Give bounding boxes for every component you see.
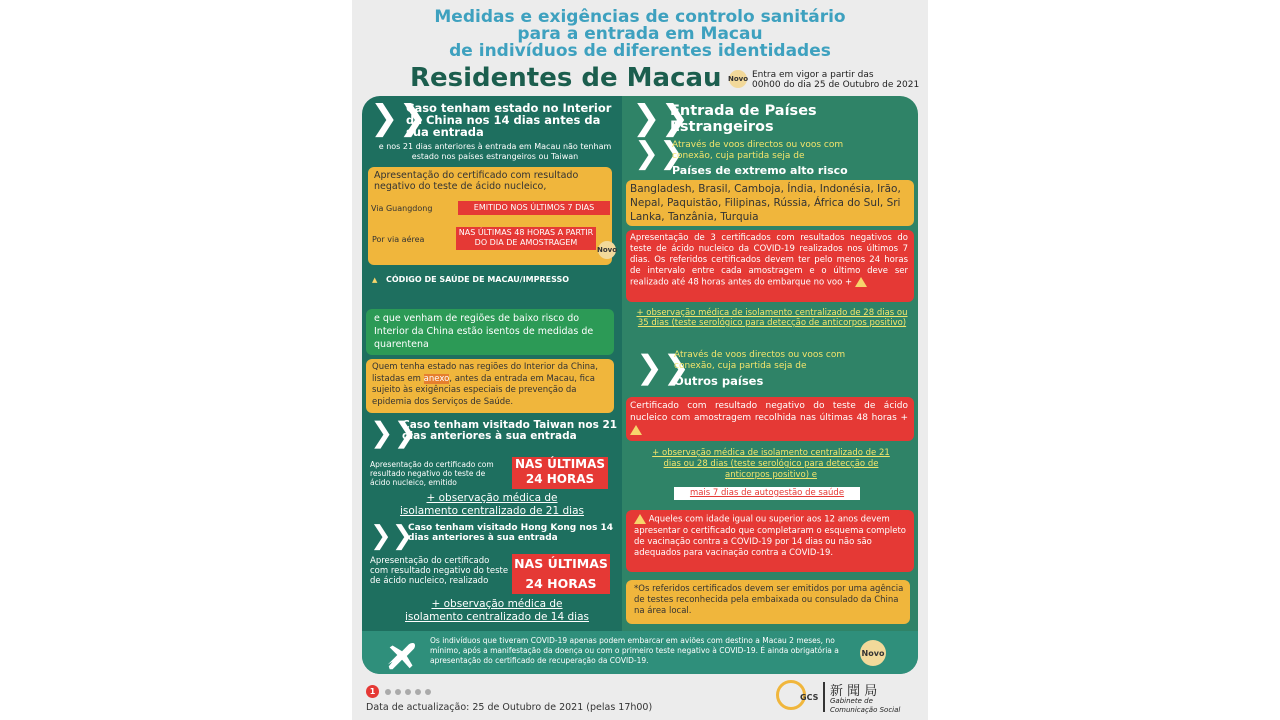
page-indicator-active[interactable]: 1: [366, 685, 379, 698]
section-china-subtitle: e nos 21 dias anteriores à entrada em Macau não tenham estado nos países estrangeiros ou Taiwan: [378, 142, 612, 161]
taiwan-24h-tag-line-1: NAS ÚLTIMAS: [514, 457, 606, 471]
via-guangdong-label: Via Guangdong: [371, 204, 433, 213]
page-indicator-dot[interactable]: [395, 689, 401, 695]
effective-date-line-2: 00h00 do dia 25 de Outubro de 2021: [752, 80, 920, 90]
novo-badge: Novo: [729, 70, 747, 88]
hong-kong-title: Caso tenham visitado Hong Kong nos 14 dias anteriores à sua entrada: [408, 523, 613, 543]
other-countries-observation: + observação médica de isolamento centralizado de 21 dias ou 28 dias (teste serológico para detecção de anticorpos positivo) e: [652, 448, 890, 480]
extreme-risk-countries: Bangladesh, Brasil, Camboja, Índia, Indonésia, Irão, Nepal, Paquistão, Filipinas, Rússia, África do Sul, Sri Lanka, Tanzânia, Turquia: [630, 183, 901, 223]
taiwan-text: Apresentação do certificado com resultado negativo do teste de ácido nucleico, emitido: [370, 460, 494, 487]
taiwan-title: Caso tenham visitado Taiwan nos 21 dias anteriores à sua entrada: [402, 419, 618, 442]
chevron-right-icon: ❯❯: [370, 521, 414, 551]
nas-48-horas-tag: NAS ÚLTIMAS 48 HORAS A PARTIR DO DIA DE AMOSTRAGEM: [456, 227, 596, 250]
page-indicator-dot[interactable]: [385, 689, 391, 695]
extreme-risk-requirements-body: Apresentação de 3 certificados com resultados negativos do teste de ácido nucleico da COVID-19 realizados nos últimos 7 dias. Os referidos certificados devem ter pelo menos 24 horas de intervalo entre cada amostragem e o último deve ser realizado até 48 horas antes do embarque no voo +: [630, 233, 908, 288]
direct-flights-text-1: Através de voos directos ou voos com conexão, cuja partida seja de: [672, 140, 844, 161]
vaccination-requirement-body: Aqueles com idade igual ou superior aos 12 anos devem apresentar o certificado que completaram o esquema completo de vacinação contra a COVID-19 por 14 dias ou não são adequados para vacinação contra a COVID-19.: [634, 514, 906, 558]
hong-kong-24h-tag-line-1: NAS ÚLTIMAS: [514, 556, 608, 571]
taiwan-observation-line-1: + observação médica de: [426, 492, 558, 504]
page-indicator-dot[interactable]: [405, 689, 411, 695]
other-countries-requirements-text: [630, 400, 908, 436]
taiwan-observation-line-2: isolamento centralizado de 21 dias: [400, 505, 584, 517]
recovered-patients-notice: Os indivíduos que tiveram COVID-19 apenas podem embarcar em aviões com destino a Macau 2 meses, no mínimo, após a manifestação da doença ou com o primeiro teste negativo à COVID-19. É ainda obrigatória a apresentação do certificado de recuperação da COVID-19.: [430, 636, 839, 665]
page-indicator-dot[interactable]: [415, 689, 421, 695]
page-indicator-dot[interactable]: [425, 689, 431, 695]
special-regions-text: [372, 362, 608, 408]
chevron-right-icon: ❯❯: [636, 348, 690, 386]
taiwan-24h-tag: [512, 457, 608, 489]
title-line-2: para a entrada em Macau: [517, 24, 763, 44]
certificate-note-text: *Os referidos certificados devem ser emitidos por uma agência de testes reconhecida pela embaixada ou consulado da China na área local.: [634, 584, 904, 616]
airplane-icon: [384, 636, 420, 670]
novo-badge: Novo: [860, 640, 886, 666]
hong-kong-observation-line-2: isolamento centralizado de 14 dias: [405, 611, 589, 623]
hong-kong-24h-tag-line-2: 24 HORAS: [525, 576, 597, 591]
vaccination-requirement-text: [634, 514, 910, 559]
low-risk-exempt-box: [366, 309, 614, 355]
self-management-note: mais 7 dias de autogestão de saúde: [674, 487, 860, 500]
taiwan-24h-tag-line-2: 24 HORAS: [525, 472, 595, 486]
codigo-saude-label: CÓDIGO DE SAÚDE DE MACAU/IMPRESSO: [386, 275, 570, 284]
special-regions-text-pre: Quem tenha estado nas regiões do Interior da China, listadas em: [372, 362, 598, 384]
warning-triangle-icon: [630, 425, 642, 435]
gcs-logo-letters: GCS: [800, 693, 819, 702]
extreme-risk-countries-box: [626, 180, 914, 226]
title-line-3: de indivíduos de diferentes identidades: [449, 41, 831, 61]
hong-kong-text: Apresentação do certificado com resultado negativo do teste de ácido nucleico, realizado: [370, 556, 509, 586]
section-china-title: Caso tenham estado no Interior da China nos 14 dias antes da sua entrada: [406, 101, 612, 139]
chevron-right-icon: ❯❯: [370, 98, 427, 138]
extreme-risk-heading: Países de extremo alto risco: [672, 164, 848, 177]
other-countries-requirements-box: [626, 397, 914, 441]
direct-flights-text-2: Através de voos directos ou voos com conexão, cuja partida seja de: [674, 350, 846, 371]
via-aerea-label: Por via aérea: [372, 235, 425, 244]
extreme-risk-requirements-box: [626, 230, 914, 302]
effective-date-line-1: Entra em vigor a partir das: [752, 70, 874, 80]
triangle-marker-icon: ▲: [372, 276, 378, 284]
extreme-risk-requirements-text: [630, 233, 908, 289]
logo-divider: [823, 682, 825, 712]
residents-heading: Residentes de Macau: [410, 63, 722, 93]
chevron-right-icon: ❯❯: [370, 416, 417, 449]
foreign-entry-title: Entrada de Países Estrangeiros: [670, 103, 817, 135]
novo-badge: Novo: [598, 241, 616, 259]
low-risk-exempt-text: e que venham de regiões de baixo risco do Interior da China estão isentos de medidas de quarentena: [374, 313, 594, 350]
gcs-logo-line-2: Comunicação Social: [830, 706, 901, 714]
warning-triangle-icon: [634, 514, 646, 524]
other-countries-requirements-body: Certificado com resultado negativo do teste de ácido nucleico com amostragem recolhida nas últimas 48 horas +: [630, 401, 908, 423]
certificate-note-box: [626, 580, 910, 624]
gcs-logo-line-1: Gabinete de: [830, 697, 873, 705]
gcs-logo-chinese: 新 聞 局: [830, 684, 878, 699]
hong-kong-observation: [362, 598, 632, 624]
chevron-right-icon: ❯❯: [634, 136, 685, 171]
vaccination-requirement-box: [626, 510, 914, 572]
special-regions-text-post: , antes da entrada em Macau, fica sujeito às exigências especiais de prevenção da epidemia dos Serviços de Saúde.: [372, 373, 595, 407]
emitido-7-dias-tag: EMITIDO NOS ÚLTIMOS 7 DIAS: [458, 201, 610, 215]
china-requirements-text: Apresentação do certificado com resultado negativo do teste de ácido nucleico,: [374, 170, 579, 192]
hong-kong-24h-tag: [512, 554, 610, 594]
update-date: Data de actualização: 25 de Outubro de 2021 (pelas 17h00): [366, 702, 653, 713]
hong-kong-observation-line-1: + observação médica de: [431, 598, 563, 610]
annex-link[interactable]: anexo: [423, 373, 450, 384]
title-line-1: Medidas e exigências de controlo sanitário: [434, 7, 846, 27]
china-requirements-box: [368, 167, 618, 265]
special-regions-box: [366, 359, 614, 413]
extreme-risk-observation: + observação médica de isolamento centralizado de 28 dias ou 35 dias (teste serológico para detecção de anticorpos positivo): [636, 308, 908, 328]
other-countries-heading: Outros países: [674, 374, 764, 388]
warning-triangle-icon: [855, 277, 867, 287]
taiwan-observation: [362, 492, 622, 518]
main-panel: [362, 96, 918, 674]
chevron-right-icon: ❯❯: [632, 98, 689, 138]
